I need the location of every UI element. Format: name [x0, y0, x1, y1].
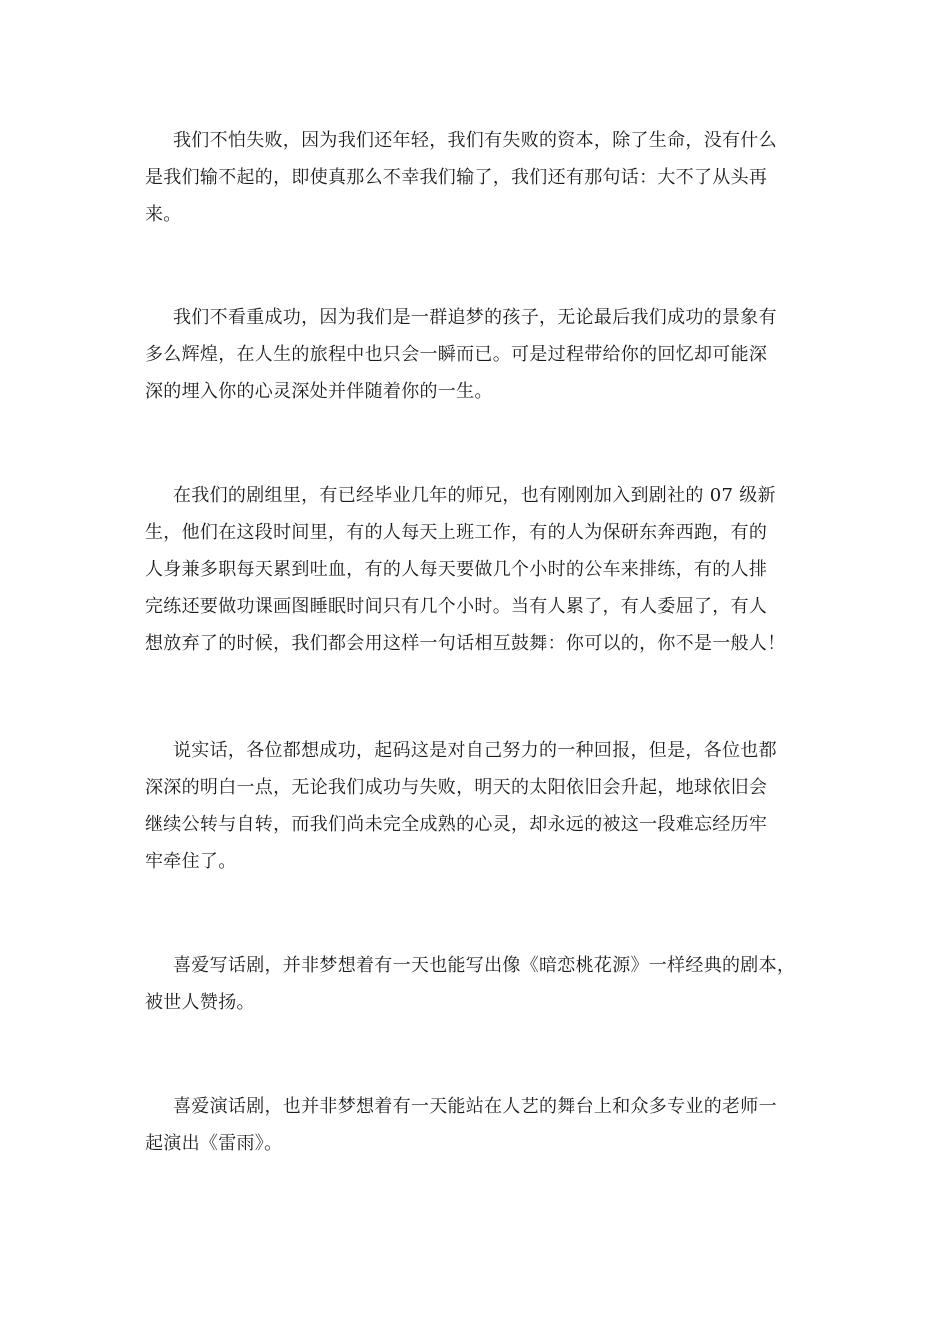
paragraph-line: 生，他们在这段时间里，有的人每天上班工作，有的人为保研东奔西跑，有的 [145, 522, 768, 543]
paragraph-3 [145, 477, 813, 662]
paragraph-line: 起演出《雷雨》。 [145, 1133, 283, 1154]
paragraph-line: 喜爱写话剧，并非梦想着有一天也能写出像《暗恋桃花源》一样经典的剧本， [173, 955, 796, 976]
paragraph-line: 想放弃了的时候，我们都会用这样一句话相互鼓舞：你可以的，你不是一般人！ [145, 633, 786, 654]
paragraph-line: 是我们输不起的，即使真那么不幸我们输了，我们还有那句话：大不了从头再 [145, 167, 768, 188]
paragraph-2 [145, 299, 813, 410]
paragraph-5 [145, 947, 813, 1021]
paragraph-1 [145, 122, 813, 233]
paragraph-4 [145, 732, 813, 880]
paragraph-line: 人身兼多职每天累到吐血，有的人每天要做几个小时的公车来排练，有的人排 [145, 559, 768, 580]
paragraph-line: 我们不怕失败，因为我们还年轻，我们有失败的资本，除了生命，没有什么 [173, 130, 777, 151]
paragraph-line: 牢牵住了。 [145, 851, 237, 872]
paragraph-line: 我们不看重成功，因为我们是一群追梦的孩子，无论最后我们成功的景象有 [173, 307, 777, 328]
paragraph-line: 被世人赞扬。 [145, 992, 255, 1013]
paragraph-line: 深深的明白一点，无论我们成功与失败，明天的太阳依旧会升起，地球依旧会 [145, 777, 768, 798]
paragraph-line: 继续公转与自转，而我们尚未完全成熟的心灵，却永远的被这一段难忘经历牢 [145, 814, 768, 835]
paragraph-line: 来。 [145, 204, 182, 225]
paragraph-line: 在我们的剧组里，有已经毕业几年的师兄，也有刚刚加入到剧社的 07 级新 [173, 485, 776, 506]
paragraph-line: 深的埋入你的心灵深处并伴随着你的一生。 [145, 381, 493, 402]
paragraph-line: 喜爱演话剧，也并非梦想着有一天能站在人艺的舞台上和众多专业的老师一 [173, 1096, 777, 1117]
paragraph-line: 说实话，各位都想成功，起码这是对自己努力的一种回报，但是，各位也都 [173, 740, 777, 761]
paragraph-line: 多么辉煌，在人生的旅程中也只会一瞬而已。可是过程带给你的回忆却可能深 [145, 344, 768, 365]
paragraph-line: 完练还要做功课画图睡眠时间只有几个小时。当有人累了，有人委屈了，有人 [145, 596, 768, 617]
paragraph-6 [145, 1088, 813, 1162]
